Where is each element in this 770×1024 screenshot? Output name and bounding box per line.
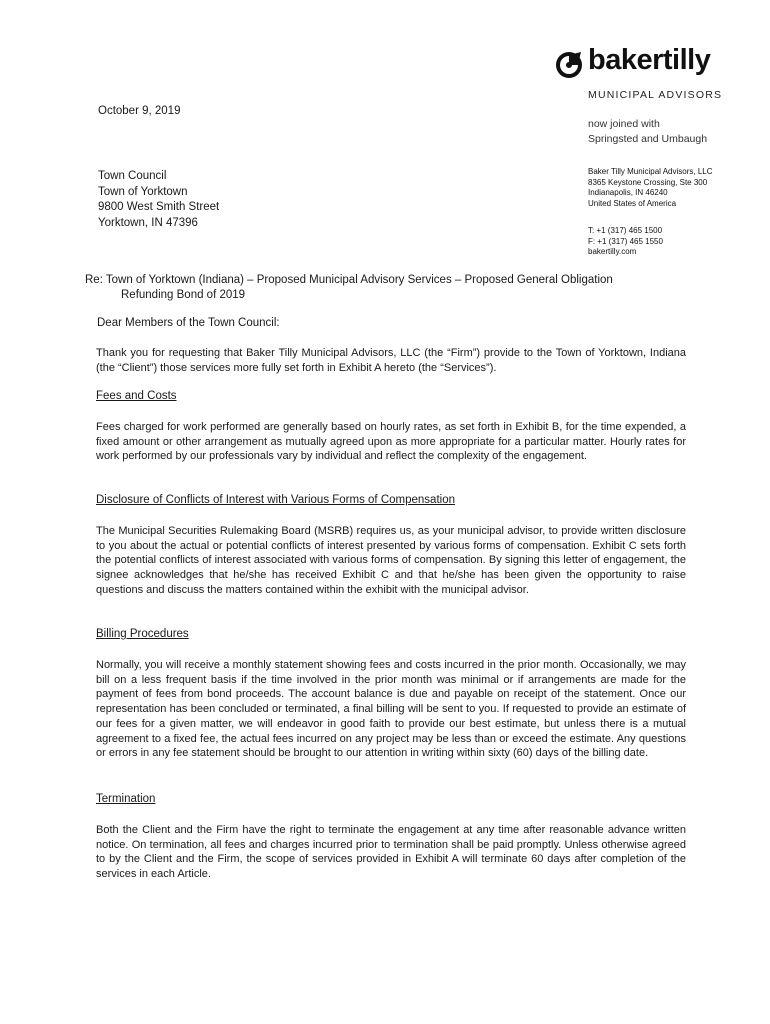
- joined-line-2: Springsted and Umbaugh: [588, 133, 708, 145]
- company-logo: [552, 44, 752, 104]
- joined-line-1: now joined with: [588, 118, 660, 130]
- firm-country: United States of America: [588, 198, 677, 208]
- recipient-address: [98, 169, 219, 231]
- intro-paragraph: Thank you for requesting that Baker Tilly Municipal Advisors, LLC (the “Firm”) provide to the Town of Yorktown, Indiana (the “Client”) those services more fully set forth in Exhibit A hereto (the “Services”).: [96, 347, 686, 374]
- firm-fax: F: +1 (317) 465 1550: [588, 236, 663, 246]
- recipient-line-2: Town of Yorktown: [98, 185, 188, 198]
- logo-subtitle: MUNICIPAL ADVISORS: [588, 89, 723, 101]
- baker-tilly-logo-icon: [554, 50, 584, 80]
- letter-date: October 9, 2019: [98, 105, 181, 117]
- subject-line-2: Refunding Bond of 2019: [121, 289, 246, 301]
- billing-heading: Billing Procedures: [96, 628, 189, 640]
- logo-wordmark: bakertilly: [588, 44, 711, 76]
- fees-paragraph: Fees charged for work performed are generally based on hourly rates, as set forth in Exhibit B, for the time expended, a fixed amount or other arrangement as mutually agreed upon as more appropriate for a particular matter. Hourly rates for work performed by our professionals vary by individual and reflect the complexity of the engagement.: [96, 421, 686, 463]
- firm-name: Baker Tilly Municipal Advisors, LLC: [588, 167, 713, 176]
- joined-note: [588, 117, 758, 147]
- recipient-line-4: Yorktown, IN 47396: [98, 216, 198, 229]
- conflicts-paragraph: The Municipal Securities Rulemaking Board (MSRB) requires us, as your municipal advisor, to provide written disclosure to you about the actual or potential conflicts of interest presented by various forms of compensation. Exhibit C sets forth the potential conflicts of interest associated with various forms of compensation. By signing this letter of engagement, the signee acknowledges that he/she has received Exhibit C and that he/she has been given the opportunity to raise questions and discuss the matters contained within the exhibit with the municipal advisor.: [96, 525, 686, 596]
- firm-address: [588, 167, 763, 209]
- firm-contact: [588, 226, 763, 258]
- fees-heading: Fees and Costs: [96, 390, 177, 402]
- subject-line-1: Re: Town of Yorktown (Indiana) – Proposed Municipal Advisory Services – Proposed General Obligation: [85, 274, 613, 286]
- conflicts-heading: Disclosure of Conflicts of Interest with Various Forms of Compensation: [96, 494, 455, 506]
- billing-paragraph: Normally, you will receive a monthly statement showing fees and costs incurred in the prior month. Occasionally, we may bill on a less frequent basis if the time involved in the prior month was minimal or if arrangements are made for the payment of fees from bond proceeds. The account balance is due and payable on receipt of the statement. Once our representation has been concluded or terminated, a final billing will be sent to you. If requested to provide an estimate of our fees for a given matter, we will endeavor in good faith to provide our best estimate, but unless there is a mutual agreement to a fixed fee, the actual fees incurred on any project may be less than or exceed the estimate. Any questions or errors in any fee statement should be brought to our attention in writing within sixty (60) days of the billing date.: [96, 659, 686, 760]
- firm-phone: T: +1 (317) 465 1500: [588, 226, 663, 235]
- recipient-line-3: 9800 West Smith Street: [98, 201, 220, 213]
- subject-line: [85, 273, 685, 303]
- firm-website: bakertilly.com: [588, 247, 637, 256]
- firm-street: 8365 Keystone Crossing, Ste 300: [588, 177, 708, 187]
- recipient-line-1: Town Council: [98, 170, 167, 182]
- salutation: Dear Members of the Town Council:: [97, 317, 280, 329]
- firm-city: Indianapolis, IN 46240: [588, 188, 668, 197]
- termination-paragraph: Both the Client and the Firm have the right to terminate the engagement at any time after reasonable advance written notice. On termination, all fees and charges incurred prior to termination shall be paid promptly. Unless otherwise agreed to by the Client and the Firm, the scope of services provided in Exhibit A will terminate 60 days after completion of the services in each Article.: [96, 824, 686, 881]
- termination-heading: Termination: [96, 793, 156, 805]
